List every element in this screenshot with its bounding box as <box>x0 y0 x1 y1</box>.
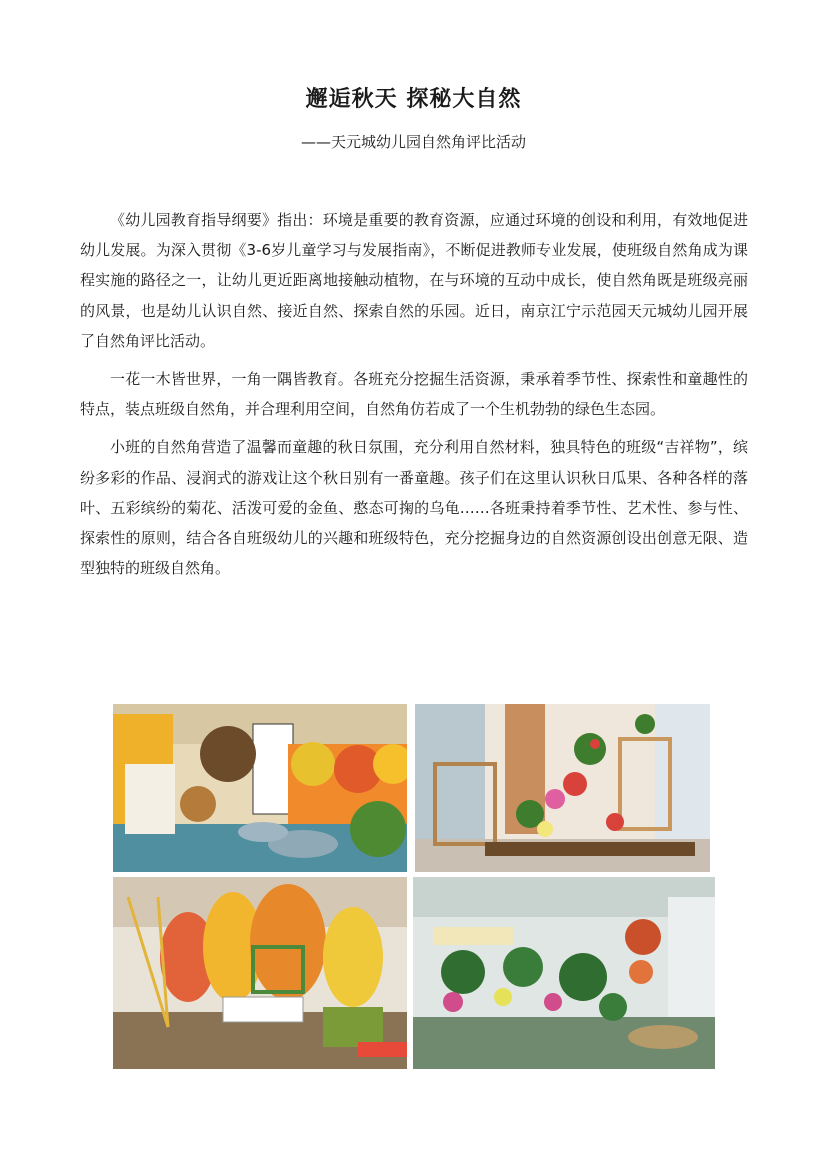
paragraph-1: 《幼儿园教育指导纲要》指出：环境是重要的教育资源，应通过环境的创设和利用，有效地促进幼儿发展。为深入贯彻《3-6岁儿童学习与发展指南》，不断促进教师专业发展，使班级自然角成为课程实施的路径之一，让幼儿更近距离地接触动植物，在与环境的互动中成长，使自然角既是班级亮丽的风景，也是幼儿认识自然、接近自然、探索自然的乐园。近日，南京江宁示范园天元城幼儿园开展了自然角评比活动。 <box>80 211 748 350</box>
paragraph-3: 小班的自然角营造了温馨而童趣的秋日氛围，充分利用自然材料，独具特色的班级“吉祥物”，缤纷多彩的作品、浸润式的游戏让这个秋日别有一番童趣。孩子们在这里认识秋日瓜果、各种各样的落叶、五彩缤纷的菊花、活泼可爱的金鱼、憨态可掬的乌龟……各班秉持着季节性、艺术性、参与性、探索性的原则，结合各自班级幼儿的兴趣和班级特色，充分挖掘身边的自然资源创设出创意无限、造型独特的班级自然角。 <box>80 438 748 578</box>
document-body <box>80 205 748 591</box>
photo-nature-corner-3 <box>113 877 407 1069</box>
photo-nature-corner-2 <box>415 704 710 872</box>
photo-nature-corner-1 <box>113 704 407 872</box>
photo-nature-corner-4 <box>413 877 715 1069</box>
document-subtitle: ——天元城幼儿园自然角评比活动 <box>300 133 526 151</box>
document-title: 邂逅秋天 探秘大自然 <box>305 87 522 112</box>
paragraph-2: 一花一木皆世界，一角一隅皆教育。各班充分挖掘生活资源，秉承着季节性、探索性和童趣性的特点，装点班级自然角，并合理利用空间，自然角仿若成了一个生机勃勃的绿色生态园。 <box>80 370 748 419</box>
